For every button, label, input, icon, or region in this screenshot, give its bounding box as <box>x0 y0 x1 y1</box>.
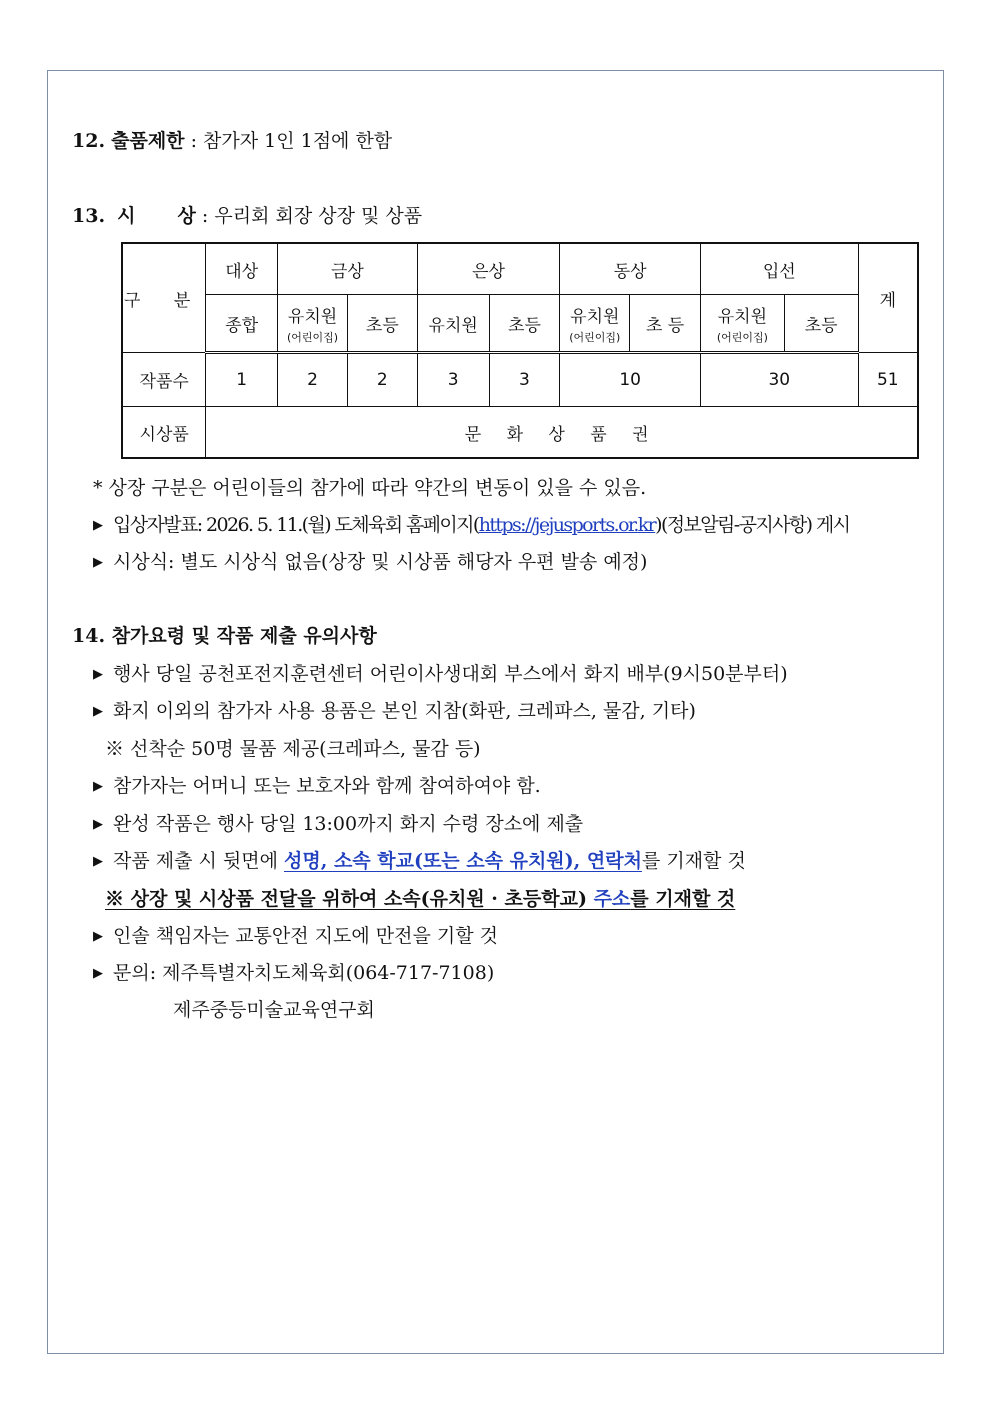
section-13-title-a: 시 <box>117 205 136 227</box>
item-text: 화지 이외의 참가자 사용 용품은 본인 지참(화판, 크레파스, 물감, 기타) <box>113 700 696 722</box>
list-item <box>93 773 541 800</box>
section-12-text: 참가자 1인 1점에 한함 <box>203 130 393 152</box>
subheader-cell: 초 등 <box>630 295 701 353</box>
header-total: 계 <box>858 243 918 353</box>
subheader-cell: 초등 <box>784 295 858 353</box>
announce-prefix: 입상자발표: 2026. 5. 11.(월) 도체육회 홈페이지( <box>113 514 479 536</box>
address-prefix: ※ 상장 및 시상품 전달을 위하여 소속(유치원 · 초등학교) <box>105 888 594 910</box>
list-item <box>93 923 498 950</box>
section-12-number: 12. <box>72 130 106 152</box>
submit-prefix: 작품 제출 시 뒷면에 <box>113 850 284 872</box>
list-item-contact <box>93 960 494 987</box>
list-item <box>93 661 788 688</box>
note-address <box>105 886 735 912</box>
contact-second: 제주중등미술교육연구회 <box>173 999 375 1021</box>
subheader-cell: 초등 <box>489 295 560 353</box>
section-13-text: 우리회 회장 상장 및 상품 <box>214 205 423 227</box>
header-bronze: 동상 <box>560 243 701 295</box>
count-cell: 1 <box>206 353 278 407</box>
header-silver: 은상 <box>417 243 560 295</box>
bullet-icon: ▶ <box>93 704 103 719</box>
note-star: * 상장 구분은 어린이들의 참가에 따라 약간의 변동이 있을 수 있음. <box>93 477 647 499</box>
count-cell: 3 <box>417 353 489 407</box>
prize-label: 시상품 <box>122 407 206 459</box>
header-honorable: 입선 <box>701 243 859 295</box>
subheader-cell: 유치원 (어린이집) <box>278 295 348 353</box>
count-label: 작품수 <box>122 353 206 407</box>
item-text: 완성 작품은 행사 당일 13:00까지 화지 수령 장소에 제출 <box>113 813 584 835</box>
subheader-cell: 유치원 (어린이집) <box>701 295 785 353</box>
list-item-submit <box>93 848 746 875</box>
section-13-title-b: 상 <box>177 205 196 227</box>
bullet-icon: ▶ <box>93 667 103 682</box>
section-13 <box>72 203 422 229</box>
bullet-icon: ▶ <box>93 854 103 869</box>
count-cell: 10 <box>560 353 701 407</box>
section-12-title: 출품제한 <box>111 130 185 152</box>
bullet-icon: ▶ <box>93 929 103 944</box>
header-gold: 금상 <box>278 243 418 295</box>
list-item <box>93 698 696 725</box>
section-14-heading <box>72 623 377 649</box>
item-text: 참가자는 어머니 또는 보호자와 함께 참여하여야 함. <box>113 775 541 797</box>
bullet-icon: ▶ <box>93 779 103 794</box>
ceremony-text: 시상식: 별도 시상식 없음(상장 및 시상품 해당자 우편 발송 예정) <box>113 551 648 573</box>
section-14-number: 14. <box>72 625 106 647</box>
table-row-count <box>122 353 918 407</box>
item-text: 행사 당일 공천포전지훈련센터 어린이사생대회 부스에서 화지 배부(9시50분부터) <box>113 663 788 685</box>
note-announcement <box>93 512 849 539</box>
table-header-row-2 <box>122 295 918 353</box>
homepage-link[interactable]: https://jejusports.or.kr <box>478 514 656 536</box>
list-item <box>93 811 583 838</box>
announce-suffix: )(정보알림-공지사항) 게시 <box>655 514 850 536</box>
section-13-number: 13. <box>72 205 106 227</box>
contact-text: 문의: 제주특별자치도체육회(064-717-7108) <box>113 962 495 984</box>
bullet-icon: ▶ <box>93 966 103 981</box>
count-total: 51 <box>858 353 918 407</box>
submit-suffix: 를 기재할 것 <box>641 850 746 872</box>
prize-value: 문 화 상 품 권 <box>206 407 918 459</box>
subheader-cell: 종합 <box>206 295 278 353</box>
item-text: 인솔 책임자는 교통안전 지도에 만전을 기할 것 <box>113 925 498 947</box>
bullet-icon: ▶ <box>93 555 103 570</box>
count-cell: 2 <box>347 353 417 407</box>
table-row-prize <box>122 407 918 459</box>
count-cell: 3 <box>489 353 560 407</box>
note-supply: ※ 선착순 50명 물품 제공(크레파스, 물감 등) <box>105 738 481 760</box>
address-highlight: 주소 <box>593 888 631 910</box>
address-suffix: 를 기재할 것 <box>630 888 736 910</box>
count-cell: 30 <box>701 353 859 407</box>
table-header-row-1 <box>122 243 918 295</box>
section-14-title: 참가요령 및 작품 제출 유의사항 <box>111 625 377 647</box>
subheader-cell: 초등 <box>347 295 417 353</box>
section-12-separator: : <box>190 130 197 152</box>
bullet-icon: ▶ <box>93 817 103 832</box>
gubun-header: 구 분 <box>122 243 206 353</box>
header-grand-prize: 대상 <box>206 243 278 295</box>
subheader-cell: 유치원 (어린이집) <box>560 295 630 353</box>
count-cell: 2 <box>278 353 348 407</box>
section-13-separator: : <box>201 205 209 227</box>
section-12 <box>72 128 392 154</box>
submit-highlight: 성명, 소속 학교(또는 소속 유치원), 연락처 <box>284 850 642 872</box>
subheader-cell: 유치원 <box>417 295 489 353</box>
bullet-icon: ▶ <box>93 518 102 533</box>
note-ceremony <box>93 549 647 576</box>
award-table <box>121 242 919 459</box>
